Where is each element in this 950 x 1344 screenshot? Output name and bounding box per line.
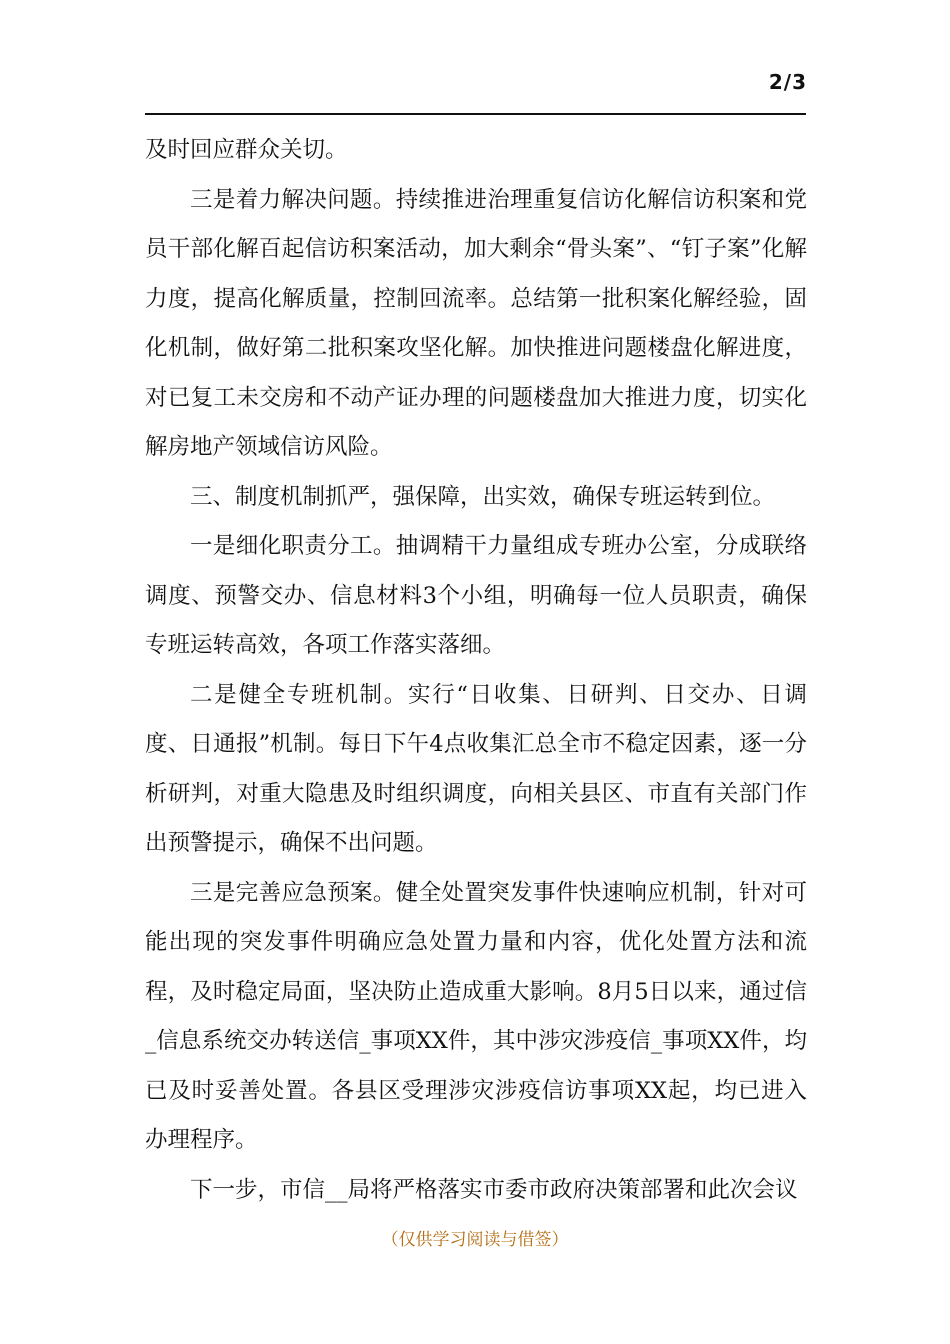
paragraph-duties: 一是细化职责分工。抽调精干力量组成专班办公室，分成联络调度、预警交办、信息材料3个小组，明确每一位人员职责，确保专班运转高效，各项工作落实落细。 — [145, 533, 807, 658]
page-number: 2/3 — [768, 70, 807, 94]
section-heading-mechanism: 三、制度机制抓严，强保障，出实效，确保专班运转到位。 — [190, 483, 776, 510]
header-rule — [145, 113, 806, 115]
paragraph-next-step: 下一步，市信__局将严格落实市委市政府决策部署和此次会议 — [190, 1176, 798, 1203]
document-body — [145, 126, 807, 1215]
paragraph-emergency-plan: 三是完善应急预案。健全处置突发事件快速响应机制，针对可能出现的突发事件明确应急处置力量和内容，优化处置方法和流程，及时稳定局面，坚决防止造成重大影响。8月5日以来，通过信_信息系统交办转送信_事项XX件，其中涉灾涉疫信_事项XX件，均已及时妥善处置。各县区受理涉灾涉疫信访事项XX起，均已进入办理程序。 — [145, 879, 807, 1153]
footer-note: （仅供学习阅读与借签） — [381, 1230, 569, 1250]
paragraph-continuation: 及时回应群众关切。 — [145, 137, 348, 163]
paragraph-resolve-issues: 三是着力解决问题。持续推进治理重复信访化解信访积案和党员干部化解百起信访积案活动，加大剩余“骨头案”、“钉子案”化解力度，提高化解质量，控制回流率。总结第一批积案化解经验，固化机制，做好第二批积案攻坚化解。加快推进问题楼盘化解进度，对已复工未交房和不动产证办理的问题楼盘加大推进力度，切实化解房地产领域信访风险。 — [145, 186, 807, 460]
paragraph-mechanism: 二是健全专班机制。实行“日收集、日研判、日交办、日调度、日通报”机制。每日下午4点收集汇总全市不稳定因素，逐一分析研判，对重大隐患及时组织调度，向相关县区、市直有关部门作出预警提示，确保不出问题。 — [145, 681, 807, 856]
